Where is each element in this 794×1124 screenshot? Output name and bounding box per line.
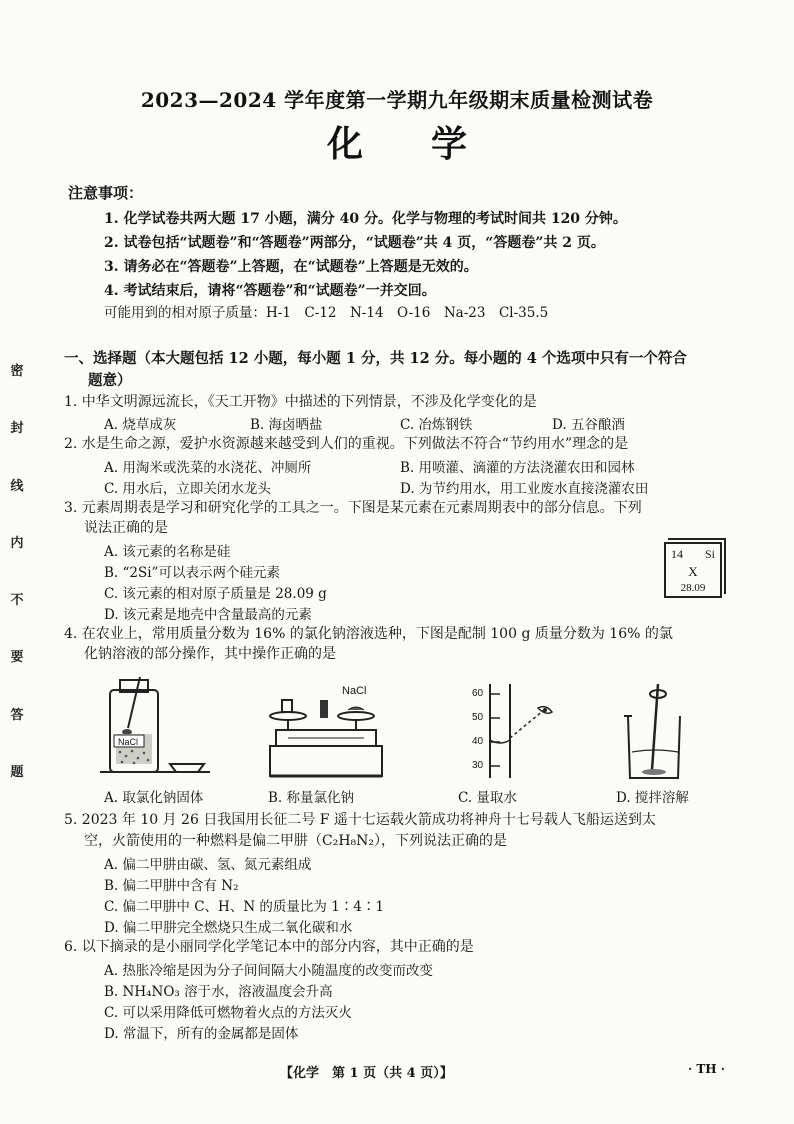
- exam-title: 2023—2024 学年度第一学期九年级期末质量检测试卷: [140, 88, 654, 112]
- figure-caption: C. 量取水: [458, 790, 517, 806]
- option: C. 冶炼钢铁: [400, 417, 473, 433]
- option: A. 热胀冷缩是因为分子间间隔大小随温度的改变而改变: [104, 963, 433, 979]
- figure-a-bottle: [100, 672, 210, 782]
- section-heading-line: 一、选择题（本大题包括 12 小题，每小题 1 分，共 12 分。每小题的 4 个选项中只有一个符合: [64, 350, 687, 367]
- option: D. 五谷酿酒: [552, 417, 625, 433]
- atomic-mass-line: 可能用到的相对原子质量：H-1 C-12 N-14 O-16 Na-23 Cl-35.5: [104, 305, 549, 321]
- binding-char: 不: [10, 593, 24, 609]
- option: C. 偏二甲肼中 C、H、N 的质量比为 1∶4∶1: [104, 899, 384, 915]
- binding-char: 密: [10, 364, 24, 379]
- atomic-number: 14: [671, 547, 683, 561]
- figure-caption: B. 称量氯化钠: [268, 790, 355, 806]
- cyl-tick-30: 30: [472, 760, 484, 771]
- section-heading-line: 题意）: [88, 372, 132, 389]
- option: B. 用喷灌、滴灌的方法浇灌农田和园林: [400, 460, 635, 476]
- option: C. 可以采用降低可燃物着火点的方法灭火: [104, 1005, 352, 1021]
- page-footer: 【化学 第 1 页（共 4 页）】: [280, 1066, 453, 1081]
- question-stem: 4. 在农业上，常用质量分数为 16% 的氯化钠溶液选种，下图是配制 100 g 质量分数为 16% 的氯: [64, 626, 673, 642]
- question-stem: 3. 元素周期表是学习和研究化学的工具之一。下图是某元素在元素周期表中的部分信息。下列: [64, 500, 642, 516]
- cyl-tick-60: 60: [472, 688, 484, 699]
- binding-char: 封: [10, 421, 24, 437]
- option: B. 偏二甲肼中含有 N₂: [104, 878, 239, 894]
- figure-b-balance: [268, 694, 388, 782]
- option: B. NH₄NO₃ 溶于水，溶液温度会升高: [104, 984, 333, 1000]
- section-heading: [64, 348, 734, 392]
- question-stem: 5. 2023 年 10 月 26 日我国用长征二号 F 遥十七运载火箭成功将神舟十七号载人飞船运送到太: [64, 812, 656, 828]
- option: D. 偏二甲肼完全燃烧只生成二氧化碳和水: [104, 920, 353, 936]
- option: C. 用水后，立即关闭水龙头: [104, 481, 271, 497]
- option: A. 烧草成灰: [104, 417, 177, 433]
- question-stem-cont: 说法正确的是: [84, 520, 168, 536]
- binding-line-notice: [6, 360, 28, 780]
- binding-char: 要: [10, 650, 24, 666]
- option: C. 该元素的相对原子质量是 28.09 g: [104, 586, 327, 602]
- figure-d-beaker: [618, 682, 688, 782]
- binding-char: 线: [10, 478, 24, 494]
- option: D. 为节约用水，用工业废水直接浇灌农田: [400, 481, 649, 497]
- notice-item: 4. 考试结束后，请将“答题卷”和“试题卷”一并交回。: [104, 283, 436, 299]
- cyl-tick-40: 40: [472, 736, 484, 747]
- option: A. 用淘米或洗菜的水浇花、冲厕所: [104, 460, 312, 476]
- option: B. 海卤晒盐: [250, 417, 323, 433]
- figure-caption: D. 搅拌溶解: [616, 790, 689, 806]
- option: A. 偏二甲肼由碳、氢、氮元素组成: [104, 857, 312, 873]
- figure-caption: A. 取氯化钠固体: [104, 790, 204, 806]
- balance-label: NaCl: [342, 685, 367, 697]
- notice-heading: 注意事项：: [68, 184, 144, 202]
- notice-item: 2. 试卷包括“试题卷”和“答题卷”两部分，“试题卷”共 4 页，“答题卷”共 2 页。: [104, 235, 605, 251]
- atomic-mass: 28.09: [680, 582, 706, 594]
- notice-item: 3. 请务必在“答题卷”上答题，在“试题卷”上答题是无效的。: [104, 259, 478, 275]
- binding-char: 内: [10, 535, 24, 551]
- footer-mark: · TH ·: [688, 1062, 725, 1076]
- question-stem-cont: 空，火箭使用的一种燃料是偏二甲肼（C₂H₈N₂），下列说法正确的是: [84, 833, 508, 849]
- question-stem: 2. 水是生命之源，爱护水资源越来越受到人们的重视。下列做法不符合“节约用水”理念的是: [64, 436, 629, 452]
- element-name: X: [688, 564, 698, 579]
- subject-title: 化学: [326, 123, 535, 165]
- option: B. “2Si”可以表示两个硅元素: [104, 565, 280, 581]
- question-stem: 1. 中华文明源远流长，《天工开物》中描述的下列情景，不涉及化学变化的是: [64, 394, 537, 410]
- element-symbol: Si: [704, 547, 715, 561]
- question-stem: 6. 以下摘录的是小丽同学化学笔记本中的部分内容，其中正确的是: [64, 939, 474, 955]
- notice-item: 1. 化学试卷共两大题 17 小题，满分 40 分。化学与物理的考试时间共 120 分钟。: [104, 211, 627, 227]
- option: D. 该元素是地壳中含量最高的元素: [104, 607, 312, 623]
- bottle-label: NaCl: [118, 737, 139, 747]
- option: D. 常温下，所有的金属都是固体: [104, 1026, 299, 1042]
- option: A. 该元素的名称是硅: [104, 544, 231, 560]
- question-stem-cont: 化钠溶液的部分操作，其中操作正确的是: [84, 646, 336, 662]
- cyl-tick-50: 50: [472, 712, 484, 723]
- binding-char: 题: [10, 764, 24, 780]
- periodic-element-card: [664, 542, 722, 598]
- binding-char: 答: [10, 707, 24, 723]
